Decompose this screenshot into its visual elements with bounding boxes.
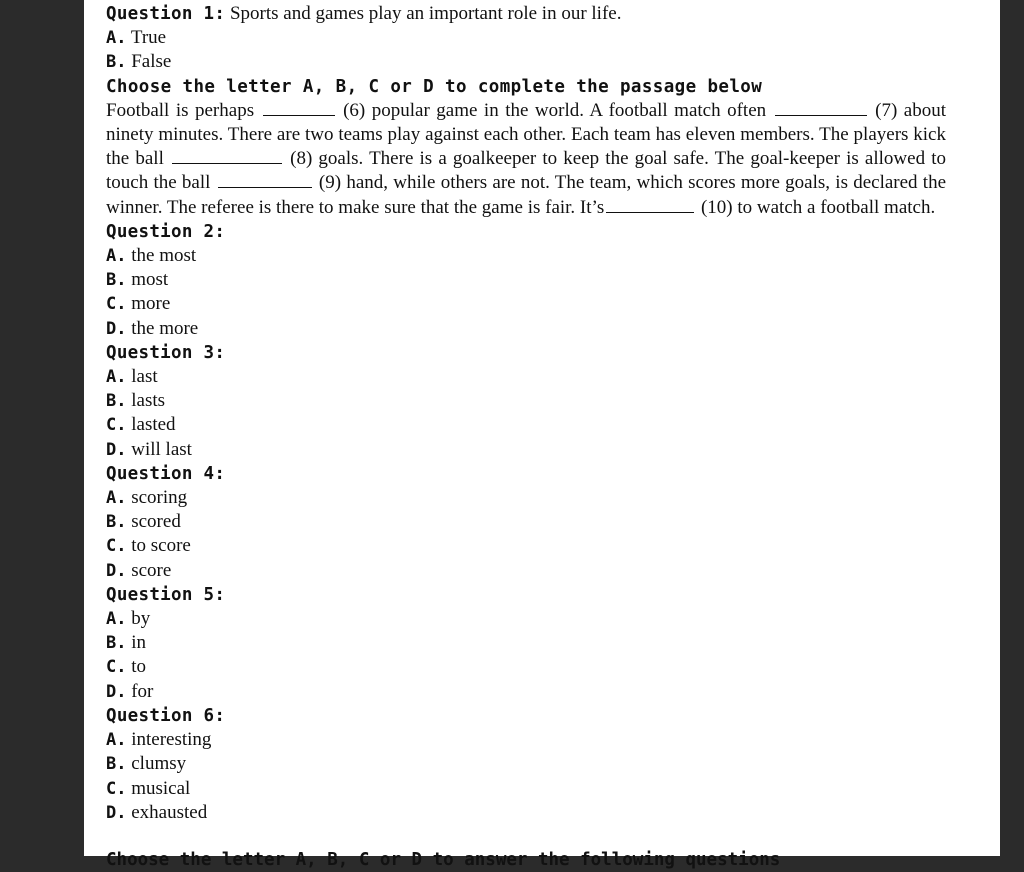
option-letter: B.	[106, 633, 127, 654]
question-4-heading: Question 4:	[106, 463, 226, 484]
question-1-option-a[interactable]	[106, 26, 946, 50]
option-letter: A.	[106, 609, 127, 630]
question-3-option-d[interactable]	[106, 438, 946, 462]
option-letter: A.	[106, 246, 127, 267]
page-content	[106, 2, 947, 870]
option-text: in	[126, 632, 147, 654]
blank-8	[172, 149, 282, 164]
passage-part-3: (7) about ninety minutes. There are two teams play against each other. Each team has eleven members. The players kick the ball	[106, 99, 947, 170]
question-5-option-a[interactable]	[106, 607, 946, 631]
option-letter: D.	[106, 802, 127, 823]
option-text: lasts	[126, 390, 166, 412]
question-2-option-a[interactable]	[106, 244, 946, 268]
question-1-heading	[106, 2, 946, 26]
blank-7	[775, 101, 867, 116]
question-4-option-c[interactable]	[106, 534, 946, 558]
passage-instruction: Choose the letter A, B, C or D to complete the passage below	[106, 76, 763, 97]
document-page	[84, 0, 1000, 870]
question-6-option-b[interactable]	[106, 752, 946, 776]
option-text: True	[126, 27, 167, 49]
option-text: clumsy	[126, 753, 187, 775]
option-text: the more	[126, 317, 199, 339]
question-5-option-d[interactable]	[106, 680, 946, 704]
question-6-option-c[interactable]	[106, 777, 946, 801]
option-text: by	[126, 608, 151, 630]
option-letter: D.	[106, 681, 127, 702]
question-5-heading: Question 5:	[106, 584, 226, 605]
option-text: lasted	[126, 414, 176, 436]
option-letter: B.	[106, 754, 127, 775]
passage-part-4: (8) goals. There is a goalkeeper to keep the goal safe. The goal-keeper is allowed to touch the ball	[106, 148, 946, 194]
option-text: will last	[126, 438, 192, 460]
option-text: the most	[126, 245, 197, 267]
option-text: to	[126, 656, 147, 678]
question-3-option-c[interactable]	[106, 413, 946, 437]
question-6-option-d[interactable]	[106, 801, 946, 825]
option-text: musical	[126, 777, 191, 799]
question-5-option-b[interactable]	[106, 631, 946, 655]
option-letter: C.	[106, 294, 127, 315]
question-6-heading: Question 6:	[106, 705, 226, 726]
option-text: last	[126, 366, 158, 388]
passage-part-6: (10) to watch a football match.	[700, 196, 936, 218]
option-letter: D.	[106, 439, 127, 460]
question-3-heading: Question 3:	[106, 342, 226, 363]
option-text: for	[126, 680, 154, 702]
option-text: scored	[126, 511, 181, 533]
question-4-option-b[interactable]	[106, 510, 946, 534]
question-2-option-c[interactable]	[106, 292, 946, 316]
blank-10	[606, 198, 694, 213]
option-letter: D.	[106, 560, 127, 581]
question-3-option-a[interactable]	[106, 365, 946, 389]
option-letter: B.	[106, 512, 127, 533]
option-text: to score	[126, 535, 191, 557]
blank-9	[218, 173, 312, 188]
option-letter: B.	[106, 270, 127, 291]
question-2-heading: Question 2:	[106, 221, 226, 242]
cloze-passage	[106, 99, 946, 220]
option-text: more	[126, 293, 171, 315]
question-6-option-a[interactable]	[106, 728, 946, 752]
option-letter: A.	[106, 367, 127, 388]
option-letter: B.	[106, 391, 127, 412]
option-letter: A.	[106, 28, 127, 49]
passage-part-5: (9) hand, while others are not. The team, which scores more goals, is declared the winner. The referee is there to make sure that the game is fair. It’s	[106, 172, 947, 218]
option-letter: A.	[106, 488, 127, 509]
option-text: score	[126, 559, 172, 581]
option-letter: C.	[106, 415, 127, 436]
question-4-option-a[interactable]	[106, 486, 946, 510]
option-letter: C.	[106, 778, 127, 799]
option-text: False	[126, 51, 172, 73]
option-letter: D.	[106, 318, 127, 339]
question-3-option-b[interactable]	[106, 389, 946, 413]
question-1-label: Question 1:	[106, 4, 226, 24]
passage-part-1: Football is perhaps	[106, 99, 255, 121]
option-text: most	[126, 269, 169, 291]
blank-6	[263, 101, 335, 116]
question-1-option-b[interactable]	[106, 50, 946, 74]
question-2-option-b[interactable]	[106, 268, 946, 292]
question-2-option-d[interactable]	[106, 317, 946, 341]
question-4-option-d[interactable]	[106, 559, 946, 583]
option-text: interesting	[126, 729, 212, 751]
passage-part-2: (6) popular game in the world. A football match often	[343, 99, 767, 121]
option-text: scoring	[126, 487, 188, 509]
option-letter: C.	[106, 536, 127, 557]
option-letter: C.	[106, 657, 127, 678]
option-letter: A.	[106, 730, 127, 751]
option-letter: B.	[106, 52, 127, 73]
option-text: exhausted	[126, 801, 208, 823]
next-instruction-cutoff: Choose the letter A, B, C or D to answer the following questions	[106, 850, 781, 870]
question-5-option-c[interactable]	[106, 655, 946, 679]
question-1-text: Sports and games play an important role in our life.	[225, 3, 622, 24]
